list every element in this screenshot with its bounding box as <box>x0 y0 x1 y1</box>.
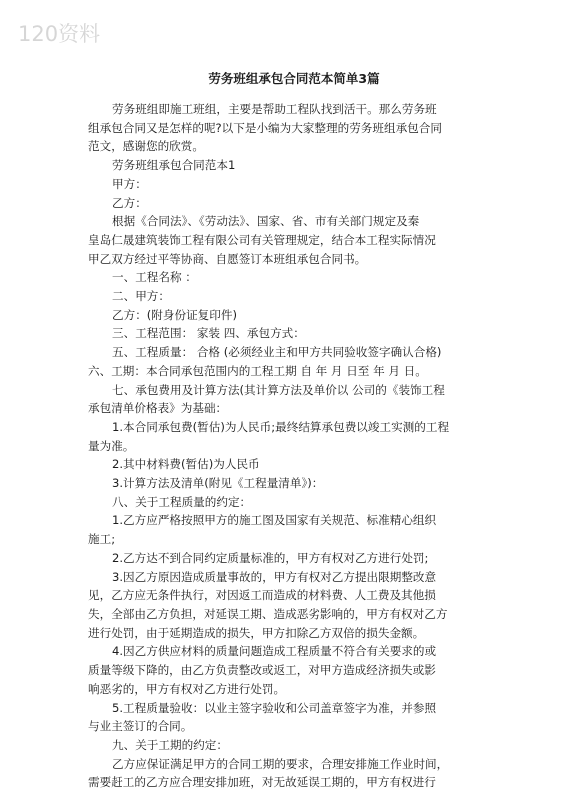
text-line: 三、工程范围： 家装 四、承包方式： <box>112 326 305 341</box>
text-line: 与业主签订的合同。 <box>88 719 193 734</box>
text-line: 乙方：(附身份证复印件) <box>112 307 237 322</box>
text-line: 组承包合同又是怎样的呢?以下是小编为大家整理的劳务班组承包合同 <box>88 120 442 135</box>
text-line: 2.乙方达不到合同约定质量标准的，甲方有权对乙方进行处罚; <box>112 550 429 565</box>
text-line: 八、关于工程质量的约定： <box>112 494 252 509</box>
text-line: 范文，感谢您的欣赏。 <box>88 139 204 154</box>
text-line: 皇岛仁晟建筑装饰工程有限公司有关管理规定，结合本工程实际情况 <box>88 232 436 247</box>
text-line: 量为准。 <box>88 438 135 453</box>
text-line: 六、工期：本合同承包范围内的工程工期 自 年 月 日至 年 月 日。 <box>88 363 427 378</box>
text-line: 劳务班组承包合同范本1 <box>112 158 236 173</box>
text-line: 二、甲方： <box>112 289 170 304</box>
text-line: 响恶劣的，甲方有权对乙方进行处罚。 <box>88 681 286 696</box>
text-line: 1.乙方应严格按照甲方的施工图及国家有关规范、标准精心组织 <box>112 513 437 528</box>
text-line: 七、承包费用及计算方法(其计算方法及单价以 公司的《装饰工程 <box>112 382 445 397</box>
text-line: 甲方： <box>112 176 147 191</box>
text-line: 一、工程名称 ： <box>112 270 197 285</box>
document-title: 劳务班组承包合同范本简单3篇 <box>208 71 380 86</box>
text-line: 乙方应保证满足甲方的合同工期的要求，合理安排施工作业时间， <box>112 756 449 771</box>
text-line: 乙方： <box>112 195 147 210</box>
text-line: 劳务班组即施工班组，主要是帮助工程队找到活干。那么劳务班 <box>112 102 437 116</box>
text-line: 质量等级下降的，由乙方负责整改或返工，对甲方造成经济损失或影 <box>88 663 436 678</box>
text-line: 1.本合同承包费(暂估)为人民币;最终结算承包费以竣工实测的工程 <box>112 419 450 434</box>
text-line: 根据《合同法》、《劳动法》、国家、省、市有关部门规定及秦 <box>112 214 420 229</box>
document-text <box>88 100 500 792</box>
text-line: 五、工程质量： 合格 (必须经业主和甲方共同验收签字确认合格) <box>112 345 442 360</box>
text-line: 4.因乙方供应材料的质量问题造成工程质量不符合有关要求的或 <box>112 644 437 659</box>
text-line: 进行处罚，由于延期造成的损失，甲方扣除乙方双倍的损失金额。 <box>88 625 425 640</box>
text-line: 甲乙双方经过平等协商、自愿签订本班组承包合同书。 <box>88 251 367 266</box>
text-line: 失，全部由乙方负担，对延误工期、造成恶劣影响的，甲方有权对乙方 <box>88 606 448 621</box>
text-line: 施工; <box>88 532 116 547</box>
watermark-logo: 120资料 <box>18 22 101 46</box>
text-line: 见，乙方应无条件执行，对因返工而造成的材料费、人工费及其他损 <box>88 588 436 603</box>
text-line: 3.因乙方原因造成质量事故的，甲方有权对乙方提出限期整改意 <box>112 569 437 584</box>
document-body <box>88 70 500 792</box>
text-line: 承包清单价格表》为基础： <box>88 401 228 416</box>
text-line: 5.工程质量验收：以业主签字验收和公司盖章签字为准，并参照 <box>112 700 437 715</box>
text-line: 2.其中材料费(暂估)为人民币 <box>112 457 260 472</box>
text-line: 3.计算方法及清单(附见《工程量清单》)： <box>112 476 324 491</box>
text-line: 需要赶工的乙方应合理安排加班，对无故延误工期的，甲方有权进行 <box>88 775 436 790</box>
text-line: 九、关于工期的约定： <box>112 737 228 752</box>
